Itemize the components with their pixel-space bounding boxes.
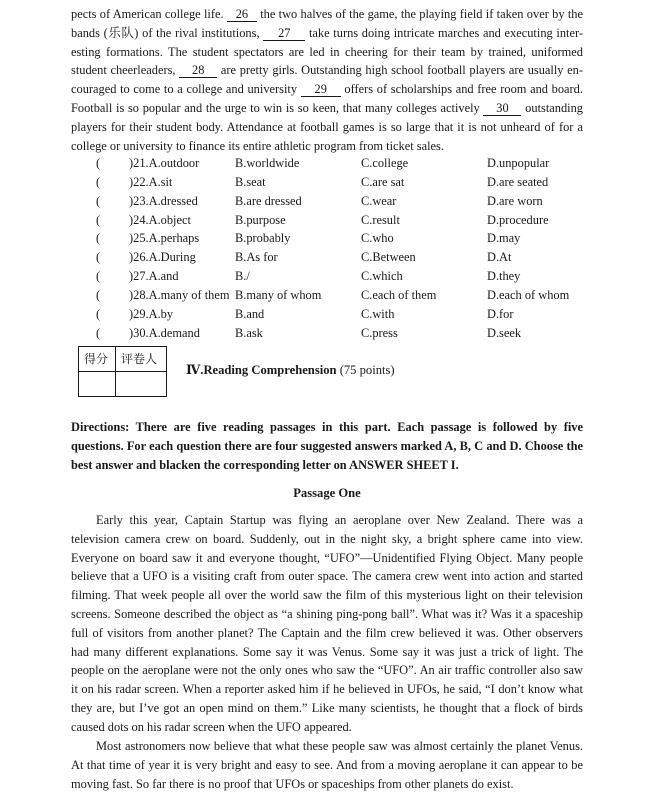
option-b: B./	[235, 269, 250, 284]
passage-paragraph-2: Most astronomers now believe that what these people saw was almost certainly the planet Venus. At that time of year it is very bright and easy to see. And from a moving aeroplane it can appear to be moving fast. So far there is no proof that UFOs or spaceships from other planets do exist.	[71, 739, 583, 791]
section-numeral: Ⅳ	[186, 363, 201, 377]
option-d: D.for	[487, 306, 514, 321]
option-a: )23.A.dressed	[129, 193, 198, 208]
option-row	[71, 267, 591, 286]
cloze-text: couraged to come to a college and university	[71, 82, 298, 97]
option-paren: (	[96, 156, 101, 170]
option-b: B.are dressed	[235, 193, 302, 208]
option-row	[71, 324, 591, 343]
option-c: C.each of them	[361, 287, 437, 302]
option-paren: (	[96, 231, 101, 246]
score-box-divider	[79, 371, 166, 372]
cloze-text: bands (乐队) of the rival institutions,	[71, 25, 260, 40]
blank-27: 27	[263, 27, 305, 41]
blank-29: 29	[301, 83, 341, 97]
option-b: B.seat	[235, 174, 266, 189]
option-row	[71, 192, 591, 211]
option-d: D.each of whom	[487, 287, 570, 302]
option-c: C.which	[361, 269, 403, 284]
option-d: D.are seated	[487, 174, 549, 189]
score-label: 得分	[84, 352, 109, 366]
option-b: B.many of whom	[235, 287, 322, 302]
cloze-text: are pretty girls. Outstanding high school football players are usually en-	[220, 63, 583, 78]
cloze-text: players for their student body. Attendance at football games is so large that it is not unheard of for a	[71, 119, 583, 134]
option-d: D.they	[487, 269, 521, 284]
option-b: B.and	[235, 306, 265, 321]
score-box-divider	[115, 347, 116, 396]
option-b: B.worldwide	[235, 156, 300, 170]
option-d: D.At	[487, 250, 512, 265]
cloze-text: student cheerleaders,	[71, 63, 176, 78]
option-row	[71, 229, 591, 248]
option-a: )25.A.perhaps	[129, 231, 200, 246]
section-title: .Reading Comprehension	[200, 363, 337, 377]
option-paren: (	[96, 212, 101, 227]
option-row	[71, 248, 591, 267]
option-paren: (	[96, 306, 101, 321]
option-a: )22.A.sit	[129, 174, 173, 189]
blank-26: 26	[227, 8, 257, 22]
directions-text: Directions: There are five reading passages in this part. Each passage is followed by five questions. For each question there are four suggested answers marked A, B, C and D. Choose the best answer and blacken the corresponding letter on ANSWER SHEET I.	[71, 420, 583, 472]
option-a: )27.A.and	[129, 269, 179, 284]
option-c: C.who	[361, 231, 394, 246]
cloze-passage	[71, 5, 583, 155]
option-paren: (	[96, 193, 101, 208]
blank-30: 30	[483, 102, 521, 116]
option-c: C.press	[361, 325, 398, 340]
passage-title: Passage One	[293, 486, 361, 500]
option-a: )30.A.demand	[129, 325, 200, 340]
option-row	[71, 211, 591, 230]
option-row	[71, 305, 591, 324]
option-c: C.with	[361, 306, 395, 321]
option-paren: (	[96, 174, 101, 189]
section-points: (75 points)	[339, 363, 395, 377]
option-a: )28.A.many of them	[129, 287, 230, 302]
cloze-text: college or university to finance its entire athletic program from ticket sales.	[71, 138, 444, 153]
passage-paragraph-1: Early this year, Captain Startup was flying an aeroplane over New Zealand. There was a television camera crew on board. Suddenly, out in the night sky, a bright sphere came into view. Everyone on board saw it and everyone thought, “UFO”—Unidentified Flying Object. Many people believe that a UFO is a visiting craft from outer space. The camera crew went into action and started filming. That week people all over the world saw the film of this mysterious light on their television screens. Someone described the object as “a shining ping-pong ball”. What was it? Was it a spaceship full of visitors from another planet? The Captain and the film crew believed it was. Other observers had many different explanations. Some say it was Venus. Some say it was just a trick of light. The people on the aeroplane were not the only ones who saw the “UFO”. An air traffic controller also saw it on his radar screen. When a reporter asked him if he believed in UFOs, he said, “I don’t know what they are, but I’ve got an open mind on them.” Like many scientists, he thought that a flock of birds caused dots on his radar screen when the UFO appeared.	[71, 513, 583, 734]
cloze-text: pects of American college life.	[71, 7, 224, 21]
option-b: B.probably	[235, 231, 291, 246]
section-heading	[186, 362, 395, 378]
cloze-text: offers of scholarships and free room and board.	[344, 82, 583, 97]
option-b: B.ask	[235, 325, 263, 340]
cloze-text: Football is so popular and the urge to win is so keen, that many colleges actively	[71, 100, 480, 115]
cloze-text: take turns doing intricate marches and executing inter-	[308, 25, 583, 40]
option-c: C.result	[361, 212, 400, 227]
option-d: D.unpopular	[487, 156, 550, 170]
option-b: B.As for	[235, 250, 278, 265]
blank-28: 28	[179, 64, 217, 78]
option-row	[71, 173, 591, 192]
option-c: C.are sat	[361, 174, 405, 189]
cloze-text: outstanding	[525, 100, 583, 115]
option-d: D.procedure	[487, 212, 549, 227]
option-c: C.Between	[361, 250, 416, 265]
option-d: D.may	[487, 231, 521, 246]
score-box	[78, 346, 167, 397]
cloze-text: esting formations. The student spectators are led in cheering for their team by trained, uniformed	[71, 44, 583, 59]
option-paren: (	[96, 250, 101, 265]
option-b: B.purpose	[235, 212, 286, 227]
cloze-text: the two halves of the game, the playing field if taken over by the	[260, 7, 583, 21]
option-d: D.are worn	[487, 193, 543, 208]
option-d: D.seek	[487, 325, 522, 340]
option-paren: (	[96, 269, 101, 284]
option-paren: (	[96, 325, 101, 340]
option-a: )21.A.outdoor	[129, 156, 200, 170]
option-row	[71, 154, 591, 173]
option-c: C.college	[361, 156, 409, 170]
option-a: )24.A.object	[129, 212, 191, 227]
option-c: C.wear	[361, 193, 397, 208]
grader-label: 评卷人	[121, 352, 158, 366]
option-paren: (	[96, 287, 101, 302]
answer-options-list	[71, 154, 591, 342]
option-row	[71, 286, 591, 305]
option-a: )29.A.by	[129, 306, 174, 321]
option-a: )26.A.During	[129, 250, 196, 265]
